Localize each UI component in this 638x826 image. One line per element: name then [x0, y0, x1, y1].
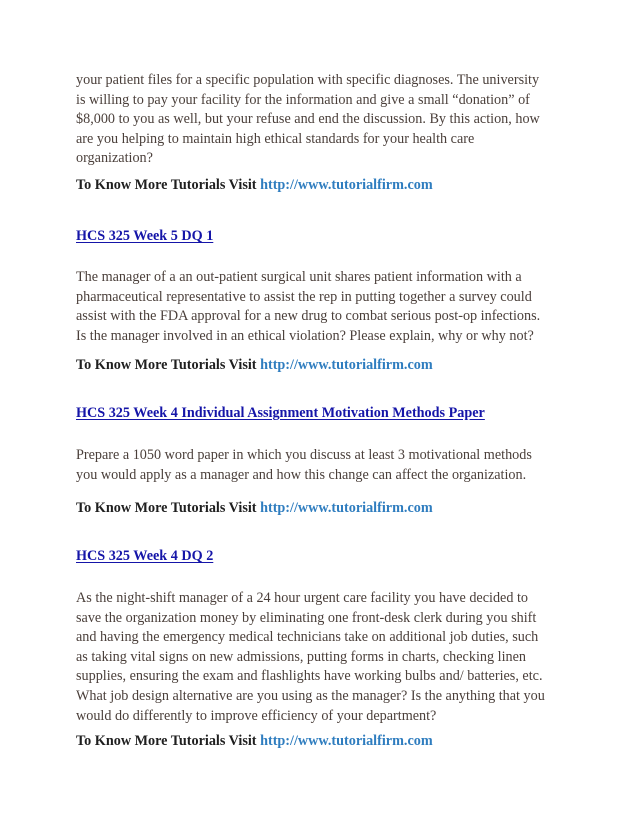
body-line: supplies, ensuring the exam and flashlights have working bulbs and/ batteries, etc.: [76, 668, 543, 685]
section-body-week4-individual-assignment: [76, 446, 532, 485]
tutorial-link-line: [76, 356, 433, 376]
body-line: save the organization money by eliminating one front-desk clerk during you shift: [76, 609, 537, 626]
tutorial-link-label: To Know More Tutorials Visit: [76, 733, 261, 749]
tutorial-link-line: [76, 732, 433, 752]
intro-line: $8,000 to you as well, but your refuse and end the discussion. By this action, how: [76, 111, 540, 128]
body-line: assist with the FDA approval for a new drug to combat serious post-op infections.: [76, 308, 541, 325]
body-line: pharmaceutical representative to assist the rep in putting together a survey could: [76, 288, 532, 305]
intro-line: your patient files for a specific population with specific diagnoses. The university: [76, 72, 540, 88]
body-line: As the night-shift manager of a 24 hour urgent care facility you have decided to: [76, 590, 529, 606]
tutorial-link-url[interactable]: http://www.tutorialfirm.com: [260, 733, 433, 749]
body-line: What job design alternative are you using as the manager? Is the anything that you: [76, 687, 545, 704]
tutorial-link-url[interactable]: http://www.tutorialfirm.com: [260, 177, 433, 193]
tutorial-link-line: [76, 176, 433, 196]
tutorial-link-label: To Know More Tutorials Visit: [76, 357, 261, 373]
intro-line: organization?: [76, 150, 153, 167]
section-body-week5-dq1: [76, 268, 540, 346]
tutorial-link-label: To Know More Tutorials Visit: [76, 177, 261, 193]
section-heading-week5-dq1[interactable]: HCS 325 Week 5 DQ 1: [76, 228, 214, 244]
section-heading-week4-individual-assignment[interactable]: HCS 325 Week 4 Individual Assignment Motivation Methods Paper: [76, 405, 485, 421]
tutorial-link-url[interactable]: http://www.tutorialfirm.com: [260, 357, 433, 373]
body-line: and having the emergency medical technicians take on additional job duties, such: [76, 629, 539, 646]
tutorial-link-label: To Know More Tutorials Visit: [76, 500, 261, 516]
body-line: The manager of a an out-patient surgical unit shares patient information with a: [76, 269, 522, 285]
body-line: as taking vital signs on new admissions, putting forms in charts, checking linen: [76, 648, 526, 665]
body-line: Prepare a 1050 word paper in which you discuss at least 3 motivational methods: [76, 447, 532, 463]
section-heading-week4-dq2[interactable]: HCS 325 Week 4 DQ 2: [76, 548, 214, 564]
intro-line: is willing to pay your facility for the information and give a small “donation” of: [76, 91, 530, 108]
tutorial-link-line: [76, 499, 433, 519]
section-body-week4-dq2: [76, 589, 545, 726]
body-line: you would apply as a manager and how this change can affect the organization.: [76, 466, 527, 483]
tutorial-link-url[interactable]: http://www.tutorialfirm.com: [260, 500, 433, 516]
intro-line: are you helping to maintain high ethical standards for your health care: [76, 130, 475, 147]
body-line: would do differently to improve efficiency of your department?: [76, 707, 437, 724]
intro-paragraph: [76, 71, 540, 169]
body-line: Is the manager involved in an ethical violation? Please explain, why or why not?: [76, 327, 534, 344]
